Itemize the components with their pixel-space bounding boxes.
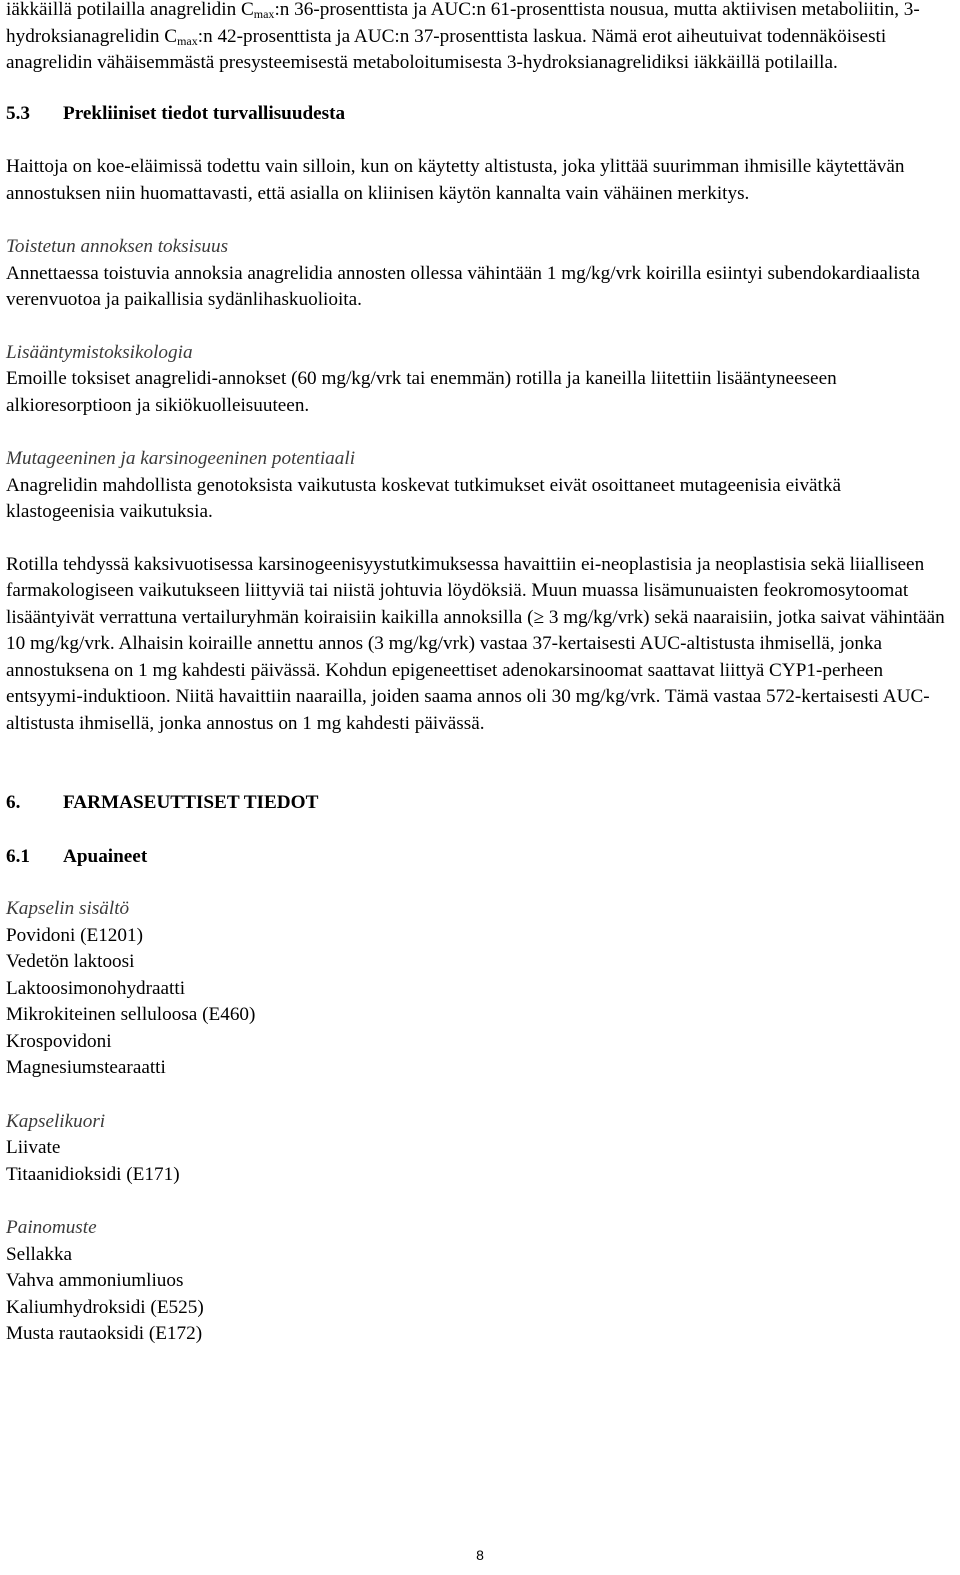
excipient-item: Sellakka xyxy=(6,1243,73,1265)
document-page xyxy=(6,0,950,1348)
section-number: 5.3 xyxy=(6,102,30,124)
excipient-group xyxy=(6,896,950,1082)
carcinogenicity-paragraph: Rotilla tehdyssä kaksivuotisessa karsinogeenisyystutkimuksessa havaittiin ei-neoplastisia ja neoplastisia sekä liialliseen farmakologiseen vaikutukseen liittyviä tai niistä johtuvia löydöksiä. Muun muassa lisämunuaisten feokromosytoomat lisääntyivät verrattuna vertailuryhmän koiraisiin kaikilla annoksilla (≥ 3 mg/kg/vrk) sekä naaraisiin, jotka saivat vähintään 10 mg/kg/vrk. Alhaisin koiraille annettu annos (3 mg/kg/vrk) vastaa 37-kertaisesti AUC-altistusta ihmisellä, jonka annostuksena on 1 mg kahdesti päivässä. Kohdun epigeneettiset adenokarsinoomat saattavat liittyä CYP1-perheen entsyymi-induktioon. Niitä havaittiin naarailla, joiden saama annos oli 30 mg/kg/vrk. Tämä vastaa 572-kertaisesti AUC-altistusta ihmisellä, jonka annostus on 1 mg kahdesti päivässä. xyxy=(6,553,945,734)
section-6-heading xyxy=(6,790,950,817)
page-number: 8 xyxy=(476,1547,484,1563)
excipient-item: Titaanidioksidi (E171) xyxy=(6,1163,180,1185)
reproductive-heading: Lisääntymistoksikologia xyxy=(6,341,193,363)
section-title: Prekliiniset tiedot turvallisuudesta xyxy=(63,102,346,124)
reproductive-paragraph: Emoille toksiset anagrelidi-annokset (60 mg/kg/vrk tai enemmän) rotilla ja kaneilla liitettiin lisääntyneeseen alkioresorptioon ja sikiökuolleisuuteen. xyxy=(6,368,837,416)
intro-text-2: :n 36-prosenttista ja AUC:n 61-prosenttista nousua, mutta aktiivisen metaboliitin, 3-hydroksianagrelidin C xyxy=(6,0,920,47)
section-6-1-heading xyxy=(6,844,950,871)
mutagenic-paragraph: Anagrelidin mahdollista genotoksista vaikutusta koskevat tutkimukset eivät osoittaneet mutageenisia eivätkä klastogeenisia vaikutuksia. xyxy=(6,474,841,522)
excipient-item: Mikrokiteinen selluloosa (E460) xyxy=(6,1004,256,1025)
section-5-3-heading xyxy=(6,101,950,128)
excipient-group-heading: Kapselikuori xyxy=(6,1110,106,1132)
section-number: 6.1 xyxy=(6,845,30,867)
repeat-dose-paragraph: Annettaessa toistuvia annoksia anagrelidia annosten ollessa vähintään 1 mg/kg/vrk koirilla esiintyi subendokardiaalista verenvuotoa ja paikallisia sydänlihaskuolioita. xyxy=(6,262,920,310)
repeat-dose-heading: Toistetun annoksen toksisuus xyxy=(6,236,229,257)
intro-text-3: :n 42-prosenttista ja AUC:n 37-prosenttista laskua. Nämä erot aiheutuivat todennäköisesti anagrelidin vähäisemmästä presysteemisestä metaboloitumisesta 3-hydroksianagrelidiksi iäkkäillä potilailla. xyxy=(6,25,887,73)
excipient-item: Musta rautaoksidi (E172) xyxy=(6,1323,203,1344)
excipient-item: Vedetön laktoosi xyxy=(6,951,135,972)
excipient-group-heading: Painomuste xyxy=(6,1217,97,1238)
excipient-item: Povidoni (E1201) xyxy=(6,924,143,946)
preclinical-intro-paragraph: Haittoja on koe-eläimissä todettu vain silloin, kun on käytetty altistusta, joka ylittää suurimman ihmisille käytettävän annostuksen niin huomattavasti, että asialla on kliinisen käytön kannalta vain vähäinen merkitys. xyxy=(6,156,905,204)
intro-paragraph xyxy=(6,0,950,77)
excipient-item: Krospovidoni xyxy=(6,1030,112,1052)
excipient-group-heading: Kapselin sisältö xyxy=(6,898,130,919)
excipient-item: Vahva ammoniumliuos xyxy=(6,1270,184,1291)
intro-text-1: iäkkäillä potilailla anagrelidin C xyxy=(6,0,254,20)
section-title: FARMASEUTTISET TIEDOT xyxy=(63,792,319,813)
excipient-item: Liivate xyxy=(6,1137,61,1158)
excipient-group xyxy=(6,1109,950,1189)
excipient-item: Kaliumhydroksidi (E525) xyxy=(6,1296,204,1318)
excipient-group xyxy=(6,1215,950,1348)
section-number: 6. xyxy=(6,792,21,813)
cmax-subscript-2: max xyxy=(177,33,198,48)
cmax-subscript-1: max xyxy=(253,7,275,21)
mutagenic-heading: Mutageeninen ja karsinogeeninen potentiaali xyxy=(6,448,356,469)
excipient-item: Laktoosimonohydraatti xyxy=(6,977,186,999)
excipient-item: Magnesiumstearaatti xyxy=(6,1057,166,1078)
section-title: Apuaineet xyxy=(63,845,148,867)
